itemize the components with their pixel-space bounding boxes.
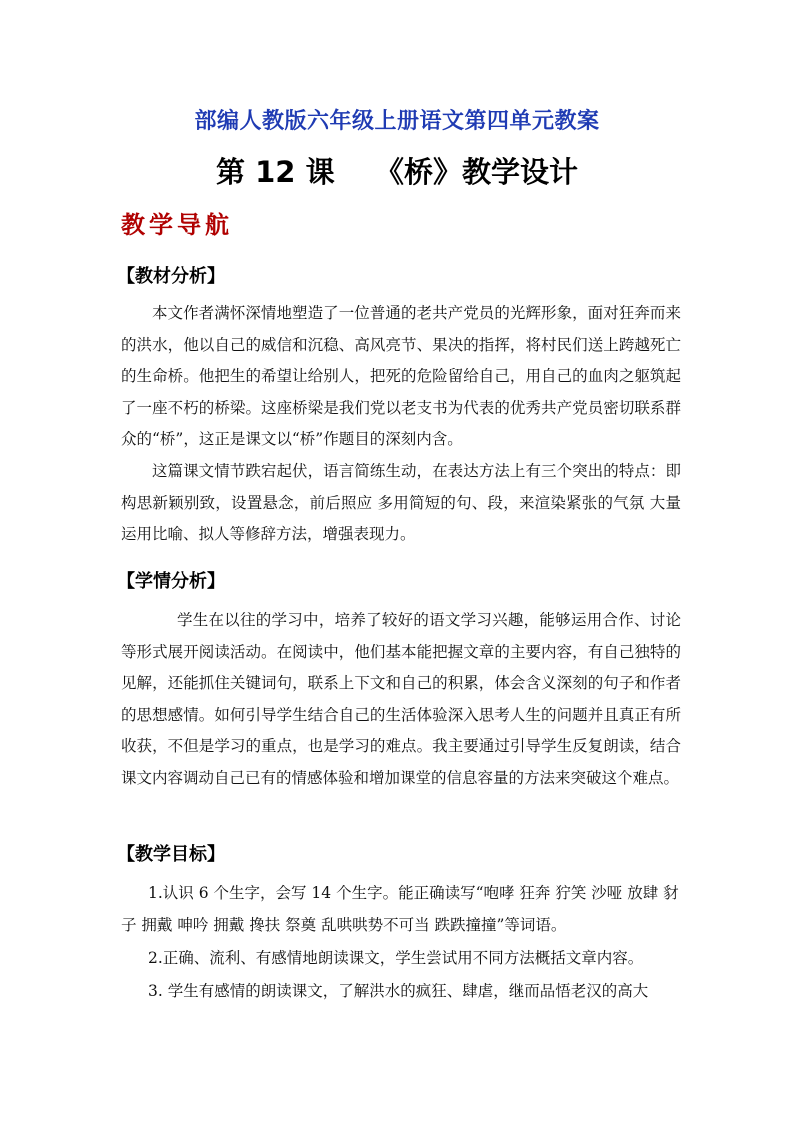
textbook-analysis-paragraph-2: 这篇课文情节跌宕起伏，语言简练生动，在表达方法上有三个突出的特点：即构思新颖别致，设置悬念，前后照应 多用简短的句、段，来渲染紧张的气氛 大量运用比喻、拟人等修辞方法，增强表现力。 bbox=[121, 462, 681, 543]
lesson-title: 第 12 课 《桥》教学设计 bbox=[216, 155, 578, 189]
teaching-goal-item-1: 1.认识 6 个生字，会写 14 个生字。能正确读写“咆哮 狂奔 狞笑 沙哑 放肆 豺子 拥戴 呻吟 拥戴 搀扶 祭奠 乱哄哄势不可当 跌跌撞撞”等词语。 bbox=[121, 884, 679, 934]
section-teaching-navigation: 教学导航 bbox=[121, 211, 233, 239]
document-title: 部编人教版六年级上册语文第四单元教案 bbox=[194, 109, 600, 134]
textbook-analysis-paragraph-1: 本文作者满怀深情地塑造了一位普通的老共产党员的光辉形象，面对狂奔而来的洪水，他以自己的威信和沉稳、高风亮节、果决的指挥，将村民们送上跨越死亡的生命桥。他把生的希望让给别人，把死的危险留给自己，用自己的血肉之躯筑起了一座不朽的桥梁。这座桥梁是我们党以老支书为代表的优秀共产党员密切联系群众的“桥”，这正是课文以“桥”作题目的深刻内含。 bbox=[121, 304, 681, 448]
student-analysis-heading: 【学情分析】 bbox=[117, 571, 225, 592]
student-analysis-paragraph: 学生在以往的学习中，培养了较好的语文学习兴趣，能够运用合作、讨论等形式展开阅读活动。在阅读中，他们基本能把握文章的主要内容，有自己独特的见解，还能抓住关键词句，联系上下文和自己的积累，体会含义深刻的句子和作者的思想感情。如何引导学生结合自己的生活体验深入思考人生的问题并且真正有所收获，不但是学习的重点，也是学习的难点。我主要通过引导学生反复朗读，结合课文内容调动自己已有的情感体验和增加课堂的信息容量的方法来突破这个难点。 bbox=[121, 611, 681, 787]
teaching-goal-item-2: 2.正确、流利、有感情地朗读课文，学生尝试用不同方法概括文章内容。 bbox=[148, 949, 644, 967]
textbook-analysis-heading: 【教材分析】 bbox=[117, 266, 225, 287]
teaching-goals-heading: 【教学目标】 bbox=[117, 844, 225, 865]
teaching-goal-item-3: 3. 学生有感情的朗读课文，了解洪水的疯狂、肆虐，继而品悟老汉的高大 bbox=[148, 982, 649, 1000]
